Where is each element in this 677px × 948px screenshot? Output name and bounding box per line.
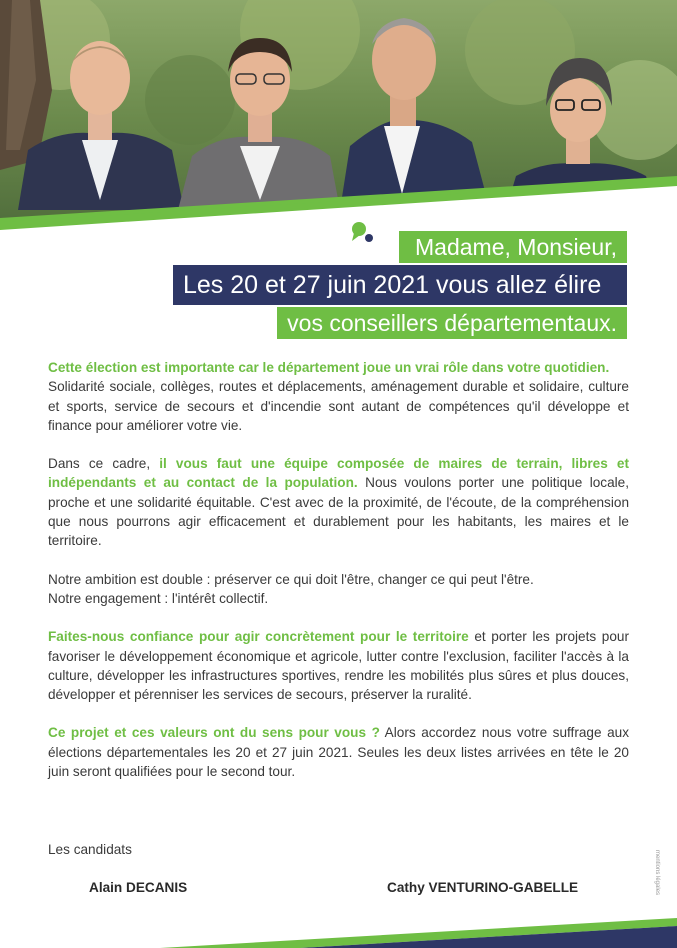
letter-body xyxy=(48,358,629,781)
quote-bubble-icon xyxy=(350,219,376,245)
paragraph-1-text: Solidarité sociale, collèges, routes et déplacements, aménagement durable et solidaire, culture et sports, service de secours et d'incendie sont autant de compétences qu'il développe et finance pour améliorer votre vie. xyxy=(48,379,629,433)
paragraph-4-highlight: Faites-nous confiance pour agir concrètement pour le territoire xyxy=(48,629,469,645)
candidate-name-right: Cathy VENTURINO-GABELLE xyxy=(387,880,579,895)
signoff: Les candidats xyxy=(48,842,132,857)
paragraph-3-line-2: Notre engagement : l'intérêt collectif. xyxy=(48,590,269,606)
paragraph-2 xyxy=(48,454,629,550)
title-councillors: vos conseillers départementaux. xyxy=(277,307,627,339)
paragraph-3-line-1: Notre ambition est double : préserver ce qui doit l'être, changer ce qui peut l'être. xyxy=(48,571,534,587)
legal-mentions-note: mentions légales xyxy=(654,850,660,896)
title-election-dates: Les 20 et 27 juin 2021 vous allez élire xyxy=(173,265,627,305)
paragraph-5-highlight: Ce projet et ces valeurs ont du sens pour vous ? xyxy=(48,725,380,741)
title-greeting: Madame, Monsieur, xyxy=(399,231,627,263)
candidate-name-left: Alain DECANIS xyxy=(89,880,188,895)
paragraph-4-text: et porter les projets pour favoriser le développement économique et agricole, lutter contre l'exclusion, faciliter l'accès à la culture, développer les infrastructures sportives, rendre les mobilités plus sûres et plus douces, développer et pérenniser les services de secours, préserver la ruralité. xyxy=(48,629,629,703)
paragraph-5-text: Alors accordez nous votre suffrage aux élections départementales les 20 et 27 juin 2021. Seules les deux listes arrivées en tête le 20 juin seront qualifiées pour le second tour. xyxy=(48,725,630,780)
paragraph-4 xyxy=(48,627,629,704)
paragraph-3 xyxy=(48,570,629,609)
paragraph-1 xyxy=(48,358,629,435)
candidates-photo-illustration xyxy=(0,0,677,240)
paragraph-2-highlight: il vous faut une équipe composée de maires de terrain, libres et indépendants et au contact de la population. xyxy=(48,456,630,491)
bottom-decorative-band xyxy=(0,900,677,948)
paragraph-2-lead: Dans ce cadre, xyxy=(48,456,160,472)
candidates-photo xyxy=(0,0,677,240)
paragraph-1-highlight: Cette élection est importante car le département joue un vrai rôle dans votre quotidien. xyxy=(48,360,610,375)
paragraph-2-text: Nous voulons porter une politique locale, proche et une solidarité équitable. C'est avec de la proximité, de l'écoute, de la compréhension que nous pourrons agir efficacement et durablement pour les habitants, les maires et le territoire. xyxy=(48,475,630,549)
paragraph-5 xyxy=(48,723,629,781)
